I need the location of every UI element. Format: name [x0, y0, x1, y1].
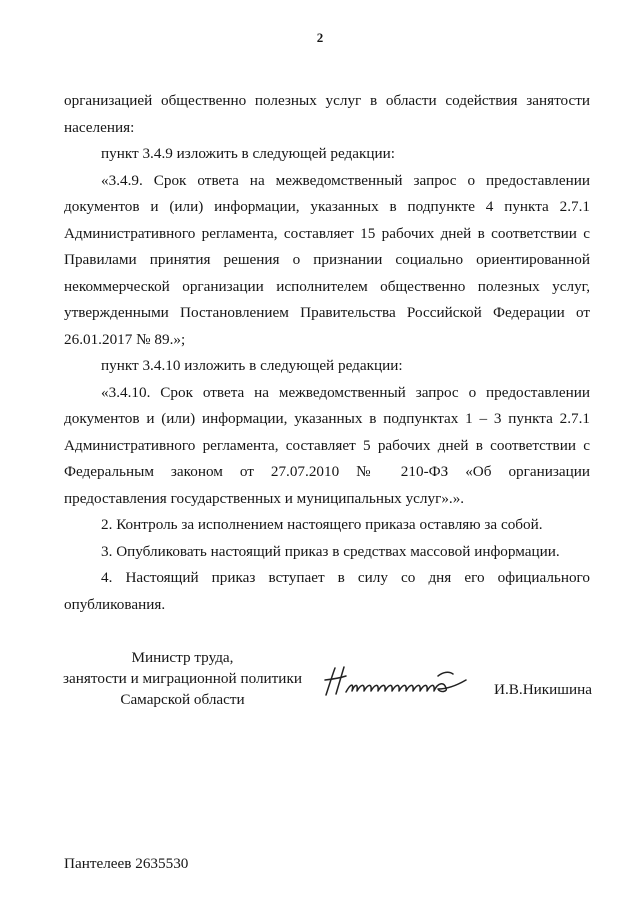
paragraph-clause-3-4-10-intro: пункт 3.4.10 изложить в следующей редакции:	[101, 357, 403, 374]
paragraph-continuation: организацией общественно полезных услуг в области содействия занятости населения:	[64, 92, 590, 136]
paragraph-clause-3-4-9-text: «3.4.9. Срок ответа на межведомственный запрос о предоставлении документов и (или) информации, указанных в подпункте 4 пункта 2.7.1 Административного регламента, составляет 15 рабочих дней в соответствии с Правилами принятия решения о признании социально ориентированной некоммерческой организации исполнителем общественно полезных услуг, утвержденными Постановлением Правительства Российской Федерации от 26.01.2017 № 89.»;	[64, 171, 590, 348]
paragraph-item-2: 2. Контроль за исполнением настоящего приказа оставляю за собой.	[101, 516, 543, 533]
paragraph-clause-3-4-9-intro: пункт 3.4.9 изложить в следующей редакции:	[101, 145, 395, 162]
signatory-title-line: Министр труда,	[131, 649, 234, 666]
handwritten-signature	[320, 662, 470, 702]
signatory-title-line: Самарской области	[120, 691, 245, 708]
page-number: 2	[316, 30, 324, 45]
document-body	[64, 88, 590, 618]
executor-contact: Пантелеев 2635530	[64, 855, 189, 872]
paragraph-clause-3-4-10-text: «3.4.10. Срок ответа на межведомственный запрос о предоставлении документов и (или) информации, указанных в подпунктах 1 – 3 пункта 2.7.1 Административного регламента, составляет 5 рабочих дней в соответствии с Федеральным законом от 27.07.2010 № 210-ФЗ «Об организации предоставления государственных и муниципальных услуг».».	[64, 383, 590, 507]
paragraph-item-3: 3. Опубликовать настоящий приказ в средствах массовой информации.	[101, 542, 560, 560]
signatory-name: И.В.Никишина	[494, 681, 592, 698]
signatory-title	[60, 647, 305, 710]
signatory-title-line: занятости и миграционной политики	[63, 670, 302, 687]
paragraph-item-4: 4. Настоящий приказ вступает в силу со дня его официального опубликования.	[64, 569, 590, 613]
